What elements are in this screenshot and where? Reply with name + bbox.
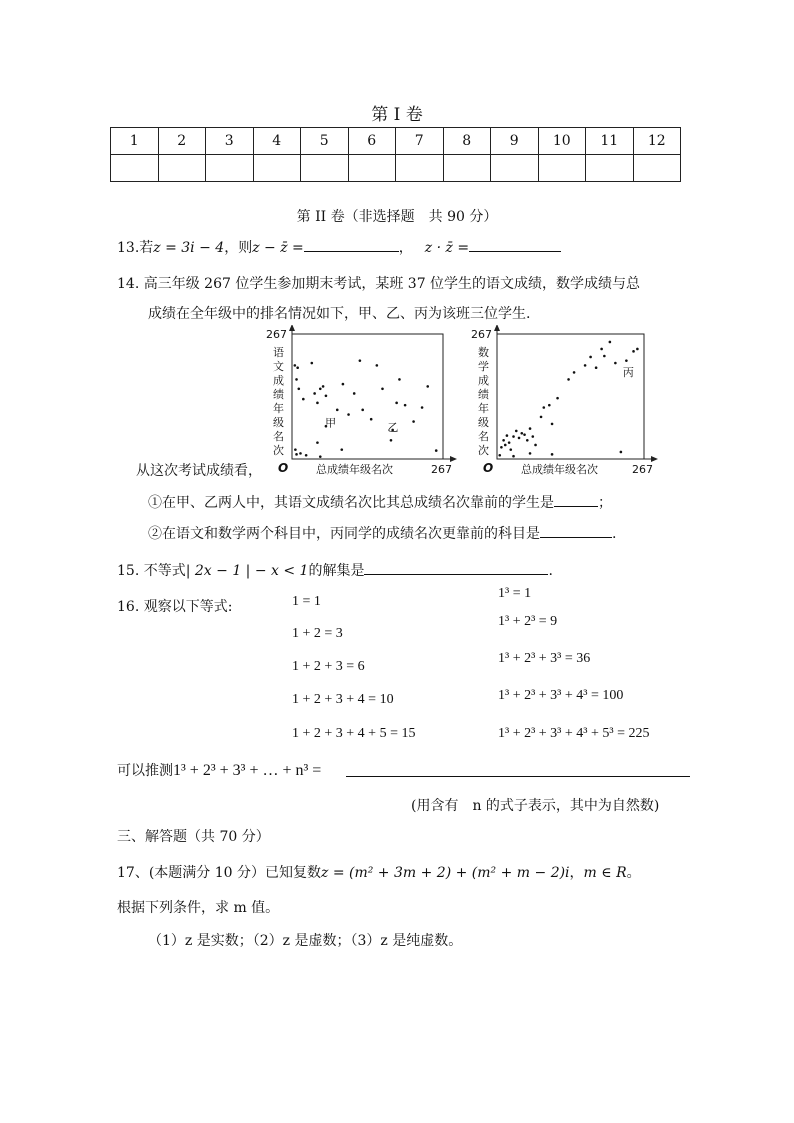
data-point — [515, 430, 518, 433]
q16-left-eq: 1 = 1 — [292, 594, 321, 609]
data-point — [319, 387, 322, 390]
answer-col-header: 8 — [443, 128, 491, 155]
y-axis-title: 语文成绩年级名次 — [273, 346, 284, 457]
data-point — [398, 378, 401, 381]
answer-table-header-row — [111, 128, 681, 155]
q14-blank-1[interactable] — [554, 492, 598, 507]
y-axis-max-label: 267 — [471, 328, 492, 341]
origin-label: O — [483, 461, 494, 475]
x-axis-max-label: 267 — [431, 463, 452, 475]
data-point — [603, 355, 606, 358]
q14-sub-2 — [148, 523, 616, 543]
q14-line-1: 14. 高三年级 267 位学生参加期末考试，某班 37 位学生的语文成绩，数学成绩与总 — [117, 276, 641, 292]
y-axis-arrow — [289, 325, 295, 331]
data-point — [426, 385, 429, 388]
section-2-title: 第 II 卷（非选择题 共 90 分） — [296, 209, 498, 225]
x-axis-arrow — [651, 456, 658, 462]
data-point — [498, 454, 501, 457]
question-15 — [117, 560, 553, 580]
data-point — [551, 453, 554, 456]
data-point — [299, 452, 302, 455]
answer-cell[interactable] — [396, 155, 444, 182]
data-point — [297, 387, 300, 390]
q14-sub-1 — [148, 492, 612, 512]
data-point — [526, 439, 529, 442]
data-point — [435, 449, 438, 452]
data-point — [342, 383, 345, 386]
q14-sub-2-text: ②在语文和数学两个科目中，丙同学的成绩名次更靠前的科目是 — [148, 526, 540, 542]
data-point — [520, 432, 523, 435]
q14-line-2: 成绩在全年级中的排名情况如下，甲、乙、丙为该班三位学生. — [148, 306, 531, 322]
data-point — [412, 420, 415, 423]
data-point — [556, 397, 559, 400]
answer-cell[interactable] — [491, 155, 539, 182]
data-point — [584, 364, 587, 367]
answer-cell[interactable] — [253, 155, 301, 182]
section-1-title: 第 I 卷 — [371, 105, 423, 125]
answer-col-header: 6 — [348, 128, 396, 155]
answer-cell[interactable] — [206, 155, 254, 182]
q14-blank-2[interactable] — [540, 523, 612, 538]
data-point — [353, 392, 356, 395]
data-point — [614, 362, 617, 365]
q17-line-3: （1）z 是实数；（2）z 是虚数；（3）z 是纯虚数。 — [148, 933, 463, 949]
data-point — [381, 387, 384, 390]
data-point — [636, 348, 639, 351]
data-point — [542, 406, 545, 409]
answer-col-header: 11 — [586, 128, 634, 155]
section-3-title: 三、解答题（共 70 分） — [117, 829, 270, 845]
answer-col-header: 10 — [538, 128, 586, 155]
x-axis-max-label: 267 — [632, 463, 653, 475]
data-point — [523, 433, 526, 436]
q15-blank[interactable] — [364, 560, 548, 575]
y-axis-arrow — [494, 325, 500, 331]
q17-line-2: 根据下列条件，求 m 值。 — [117, 900, 280, 916]
data-point — [567, 378, 570, 381]
data-point — [395, 402, 398, 405]
q13-diff: z − z̄ = — [252, 240, 304, 256]
q17-condition: m ∈ R — [583, 865, 627, 881]
q16-right-eq: 1³ + 2³ + 3³ + 4³ = 100 — [498, 688, 624, 703]
q13-blank-2[interactable] — [469, 237, 561, 252]
data-point — [504, 444, 507, 447]
q16-guess-expr: 1³ + 2³ + 3³ + … + n³ = — [173, 762, 322, 779]
answer-cell[interactable] — [586, 155, 634, 182]
q16-right-eq: 1³ + 2³ = 9 — [498, 614, 558, 629]
answer-table-blank-row — [111, 155, 681, 182]
q16-right-eq: 1³ = 1 — [498, 586, 532, 601]
answer-col-header: 1 — [111, 128, 159, 155]
q17-prefix: 17、(本题满分 10 分）已知复数 — [117, 865, 321, 881]
q16-blank[interactable] — [346, 762, 690, 777]
data-point — [531, 435, 534, 438]
data-point — [340, 448, 343, 451]
data-point — [390, 439, 393, 442]
data-point — [305, 454, 308, 457]
data-point — [376, 364, 379, 367]
q16-intro: 16. 观察以下等式: — [117, 599, 233, 615]
data-point — [302, 398, 305, 401]
data-point — [620, 451, 623, 454]
data-point — [573, 371, 576, 374]
answer-cell[interactable] — [348, 155, 396, 182]
data-point — [322, 385, 325, 388]
answer-col-header: 5 — [301, 128, 349, 155]
q14-sub-1-text: ①在甲、乙两人中，其语文成绩名次比其总成绩名次靠前的学生是 — [148, 495, 554, 511]
data-point — [313, 392, 316, 395]
q16-left-eq: 1 + 2 + 3 = 6 — [292, 659, 365, 674]
q15-inequality: | 2x − 1 | − x < 1 — [185, 563, 309, 579]
data-point — [551, 423, 554, 426]
x-axis-title: 总成绩年级名次 — [521, 463, 598, 475]
q16-left-eq: 1 + 2 = 3 — [292, 626, 343, 641]
answer-col-header: 3 — [206, 128, 254, 155]
q15-prefix: 15. 不等式 — [117, 563, 186, 579]
q16-left-eq: 1 + 2 + 3 + 4 = 10 — [292, 692, 394, 707]
data-point — [294, 364, 297, 367]
answer-cell[interactable] — [301, 155, 349, 182]
data-point — [632, 350, 635, 353]
data-point — [359, 359, 362, 362]
data-point — [589, 356, 592, 359]
data-point — [548, 404, 551, 407]
data-point — [295, 453, 298, 456]
answer-col-header: 2 — [158, 128, 206, 155]
data-point — [506, 434, 509, 437]
q13-z-def: z = 3i − 4 — [153, 240, 225, 256]
chart-frame — [497, 334, 644, 459]
data-point — [540, 416, 543, 419]
data-point — [512, 435, 515, 438]
y-axis-title: 数学成绩年级名次 — [478, 346, 489, 457]
data-point — [609, 341, 612, 344]
data-point — [316, 441, 319, 444]
q16-guess — [117, 760, 321, 780]
q17-end: 。 — [626, 865, 641, 881]
q13-blank-1[interactable] — [304, 237, 399, 252]
q16-note: (用含有 n 的式子表示，其中为自然数) — [411, 798, 660, 814]
point-label: 甲 — [325, 416, 337, 430]
q15-end: . — [548, 563, 553, 579]
data-point — [512, 455, 515, 458]
origin-label: O — [278, 461, 289, 475]
data-point — [325, 394, 328, 397]
data-point — [508, 441, 511, 444]
data-point — [296, 366, 299, 369]
q16-guess-prefix: 可以推测 — [117, 763, 173, 779]
data-point — [534, 444, 537, 447]
q17-line-1 — [117, 862, 641, 882]
chart-frame — [292, 334, 443, 459]
data-point — [310, 362, 313, 365]
answer-col-header: 12 — [633, 128, 681, 155]
data-point — [404, 404, 407, 407]
data-point — [518, 437, 521, 440]
data-point — [502, 439, 505, 442]
data-point — [500, 446, 503, 449]
answer-col-header: 7 — [396, 128, 444, 155]
answer-table — [110, 127, 681, 182]
q13-prefix: 13.若 — [117, 240, 154, 256]
data-point — [295, 378, 298, 381]
q17-complex-z: z = (m² + 3m + 2) + (m² + m − 2)i — [321, 865, 570, 881]
data-point — [625, 359, 628, 362]
q13-then: ，则 — [224, 240, 253, 256]
data-point — [509, 448, 512, 451]
point-label: 乙 — [387, 421, 399, 435]
data-point — [600, 348, 603, 351]
q16-right-eq: 1³ + 2³ + 3³ + 4³ + 5³ = 225 — [498, 726, 650, 741]
q15-suffix: 的解集是 — [308, 563, 365, 579]
data-point — [319, 455, 322, 458]
data-point — [529, 452, 532, 455]
answer-cell[interactable] — [111, 155, 159, 182]
q17-sep: ， — [569, 865, 584, 881]
data-point — [336, 409, 339, 412]
data-point — [294, 448, 297, 451]
q14-line-3: 从这次考试成绩看， — [136, 463, 262, 479]
data-point — [421, 406, 424, 409]
answer-col-header: 4 — [253, 128, 301, 155]
q13-product: z · z̄ = — [424, 240, 470, 256]
data-point — [370, 418, 373, 421]
x-axis-title: 总成绩年级名次 — [316, 463, 393, 475]
q16-left-eq: 1 + 2 + 3 + 4 + 5 = 15 — [292, 726, 416, 741]
q16-right-eq: 1³ + 2³ + 3³ = 36 — [498, 651, 591, 666]
point-label: 丙 — [622, 365, 634, 379]
y-axis-max-label: 267 — [266, 328, 287, 341]
chart-chinese-rank — [255, 325, 465, 475]
answer-cell[interactable] — [633, 155, 681, 182]
data-point — [529, 427, 532, 430]
answer-cell[interactable] — [538, 155, 586, 182]
answer-cell[interactable] — [443, 155, 491, 182]
answer-cell[interactable] — [158, 155, 206, 182]
q14-sub-2-end: . — [612, 526, 617, 542]
q13-comma: ， — [398, 240, 413, 256]
data-point — [347, 413, 350, 416]
data-point — [595, 366, 598, 369]
x-axis-arrow — [450, 456, 457, 462]
q14-sub-1-end: ； — [598, 495, 612, 511]
data-point — [316, 402, 319, 405]
chart-math-rank — [470, 325, 660, 475]
data-point — [361, 409, 364, 412]
answer-col-header: 9 — [491, 128, 539, 155]
question-13 — [117, 237, 561, 257]
